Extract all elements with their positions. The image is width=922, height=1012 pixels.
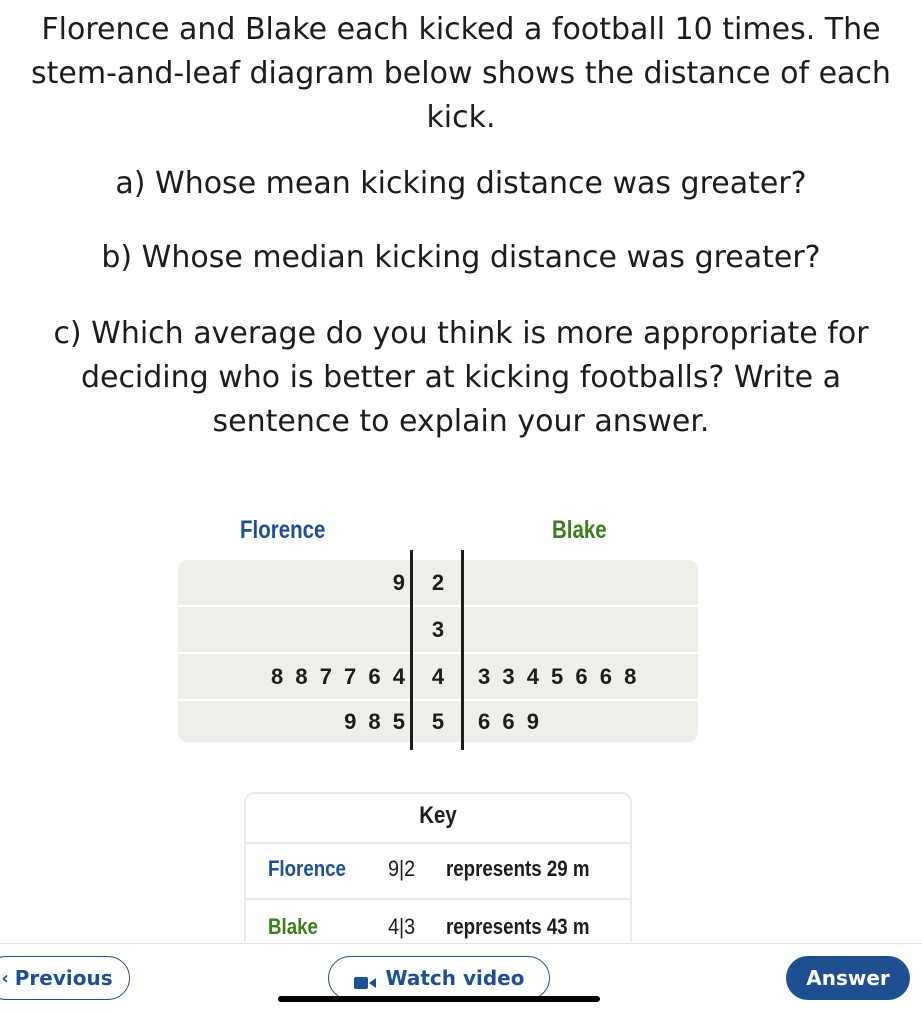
key-table — [244, 792, 632, 942]
key-divider — [246, 898, 630, 900]
key-florence-meaning: represents 29 m — [446, 856, 590, 881]
key-divider — [246, 842, 630, 844]
florence-leaves: 9 8 5 — [344, 709, 408, 734]
key-title: Key — [419, 802, 457, 829]
key-florence-label: Florence — [268, 856, 346, 881]
stem-value: 5 — [431, 709, 445, 734]
previous-button-label: Previous — [14, 966, 113, 990]
diagram-header-blake: Blake — [552, 516, 607, 544]
florence-leaves: 8 8 7 7 6 4 — [271, 664, 408, 689]
key-blake-meaning: represents 43 m — [446, 914, 590, 939]
diagram-row — [178, 607, 698, 652]
chevron-left-icon: ‹ — [1, 967, 9, 989]
florence-leaves: 9 — [392, 570, 408, 595]
question-part-a: a) Whose mean kicking distance was greater? — [115, 166, 807, 201]
video-camera-icon — [354, 971, 376, 985]
previous-button[interactable] — [0, 956, 130, 1000]
blake-leaves: 3 3 4 5 6 6 8 — [478, 664, 640, 689]
diagram-row — [178, 560, 698, 605]
diagram-row — [178, 654, 698, 699]
watch-video-label: Watch video — [385, 966, 525, 990]
diagram-row — [178, 699, 698, 744]
blake-leaves: 6 6 9 — [478, 709, 542, 734]
key-blake-label: Blake — [268, 914, 318, 939]
stem-value: 2 — [431, 570, 445, 595]
stem-divider-right — [461, 550, 464, 750]
home-indicator — [278, 996, 600, 1002]
question-intro: Florence and Blake each kicked a football 10 times. The stem-and-leaf diagram below shows the distance of each kick. — [31, 12, 891, 135]
question-part-c: c) Which average do you think is more appropriate for deciding who is better at kicking footballs? Write a sentence to explain your answer. — [53, 316, 869, 439]
answer-button-label: Answer — [806, 966, 890, 990]
key-florence-example: 9|2 — [388, 856, 416, 881]
key-blake-example: 4|3 — [388, 914, 416, 939]
diagram-header-florence: Florence — [240, 516, 326, 544]
stem-and-leaf-diagram — [178, 560, 698, 742]
answer-button[interactable] — [786, 956, 910, 1000]
stem-divider-left — [410, 550, 413, 750]
watch-video-button[interactable] — [328, 956, 550, 1000]
stem-value: 4 — [431, 664, 445, 689]
question-part-b: b) Whose median kicking distance was greater? — [101, 240, 821, 275]
stem-value: 3 — [431, 617, 445, 642]
